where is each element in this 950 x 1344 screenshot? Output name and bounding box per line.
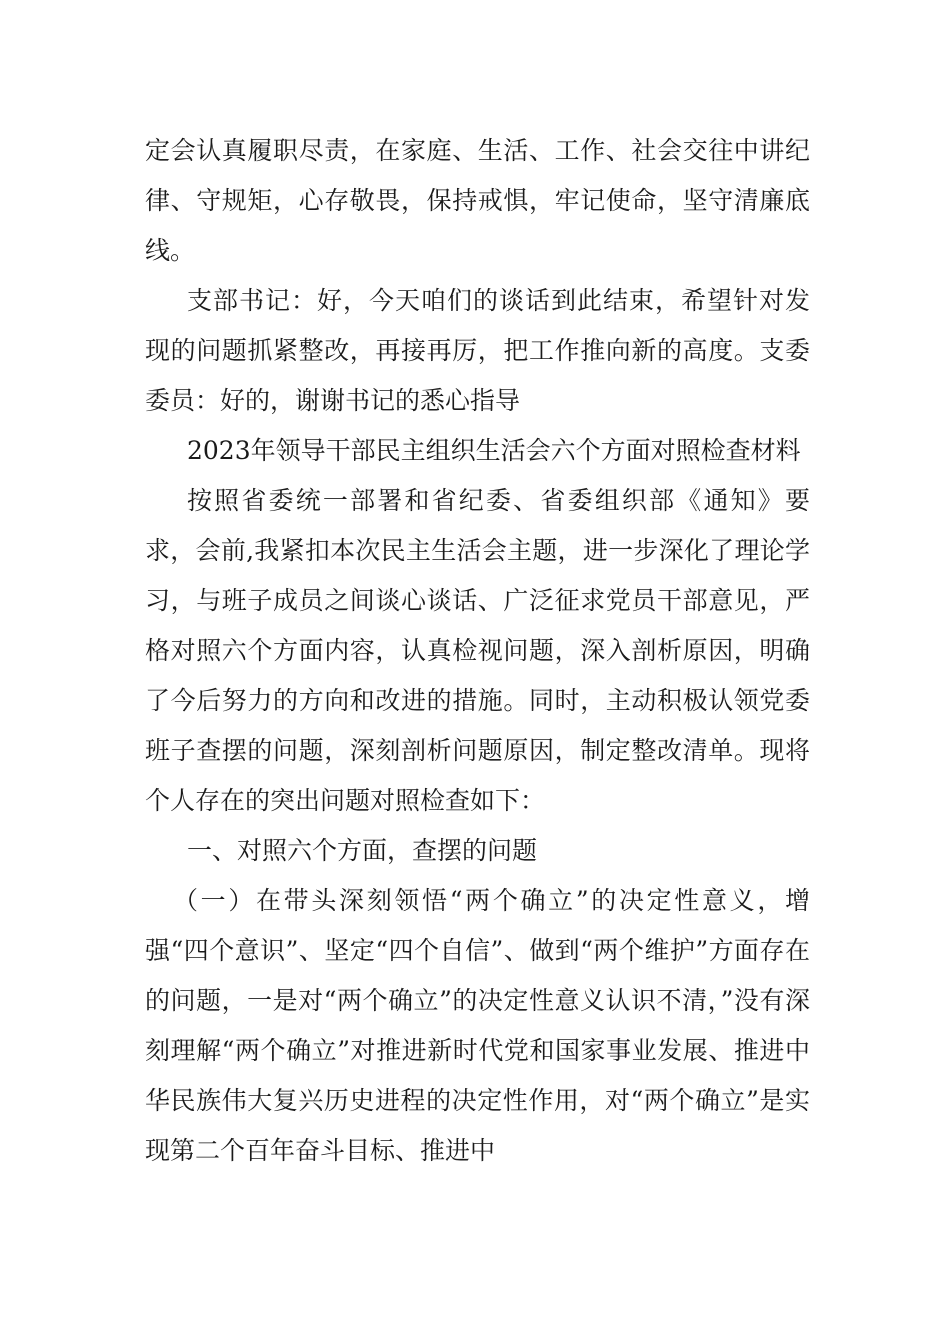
paragraph-dialogue: 支部书记：好，今天咱们的谈话到此结束，希望针对发现的问题抓紧整改，再接再厉，把工作推向新的高度。支委委员：好的，谢谢书记的悉心指导 (145, 286, 810, 415)
section-heading: 一、对照六个方面，查摆的问题 (187, 836, 538, 865)
paragraph-intro: 按照省委统一部署和省纪委、省委组织部《通知》要求，会前,我紧扣本次民主生活会主题，进一步深化了理论学习，与班子成员之间谈心谈话、广泛征求党员干部意见，严格对照六个方面内容，认真检视问题，深入剖析原因，明确了今后努力的方向和改进的措施。同时，主动积极认领党委班子查摆的问题，深刻剖析问题原因，制定整改清单。现将个人存在的突出问题对照检查如下： (145, 486, 810, 815)
paragraph-subsection-1: （一）在带头深刻领悟“两个确立”的决定性意义，增强“四个意识”、坚定“四个自信”、做到“两个维护”方面存在的问题，一是对“两个确立”的决定性意义认识不清，”没有深刻理解“两个确立”对推进新时代党和国家事业发展、推进中华民族伟大复兴历史进程的决定性作用，对“两个确立”是实现第二个百年奋斗目标、推进中 (145, 886, 810, 1165)
paragraph-commitment: 定会认真履职尽责，在家庭、生活、工作、社会交往中讲纪律、守规矩，心存敬畏，保持戒惧，牢记使命，坚守清廉底线。 (145, 136, 810, 265)
document-title: 2023年领导干部民主组织生活会六个方面对照检查材料 (187, 436, 801, 465)
document-body (145, 126, 810, 1176)
